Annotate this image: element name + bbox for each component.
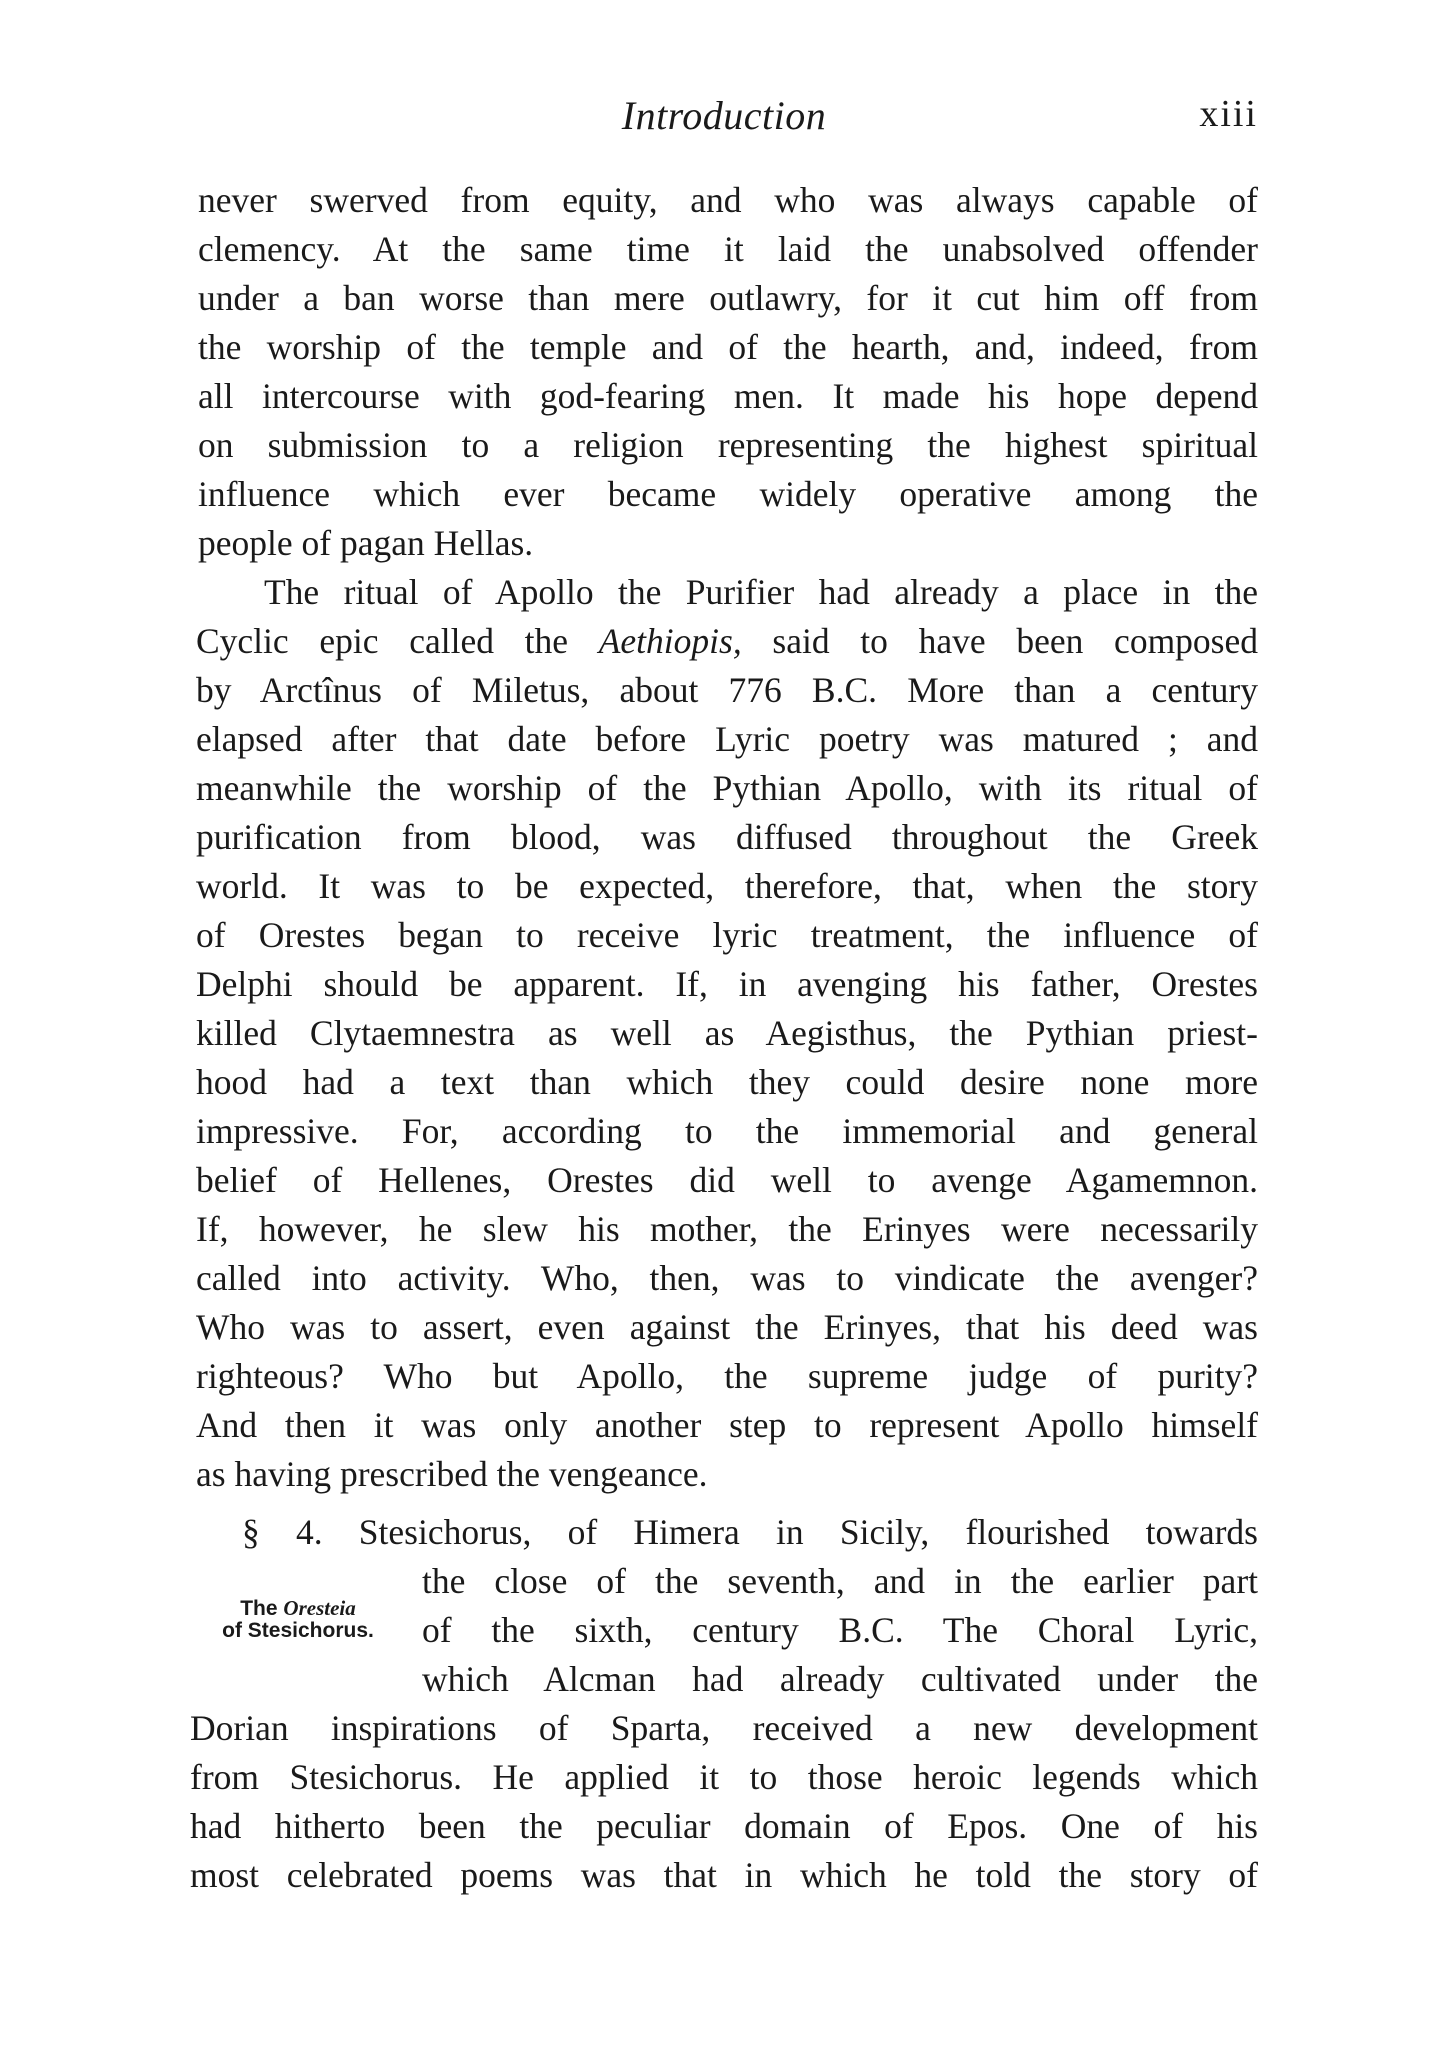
text-line: the close of the seventh, and in the earlier part: [422, 1561, 1258, 1601]
text-line: of the sixth, century B.C. The Choral Lyric,: [422, 1610, 1258, 1650]
margin-note-word: The: [240, 1597, 278, 1620]
italic-title-aethiopis: Aethiopis,: [598, 621, 742, 661]
text-line: impressive. For, according to the immemorial and general: [196, 1111, 1258, 1151]
paragraph-continuation: [198, 176, 1258, 568]
text-line: belief of Hellenes, Orestes did well to avenge Agamemnon.: [196, 1160, 1258, 1200]
text-line: influence which ever became widely operative among the: [198, 474, 1258, 514]
text-line: called into activity. Who, then, was to vindicate the avenger?: [196, 1258, 1258, 1298]
text-line: righteous? Who but Apollo, the supreme judge of purity?: [196, 1356, 1258, 1396]
text-line: by Arctînus of Miletus, about 776 B.C. More than a century: [196, 670, 1258, 710]
text-line: the worship of the temple and of the hearth, and, indeed, from: [198, 327, 1258, 367]
text-line: as having prescribed the vengeance.: [196, 1454, 708, 1494]
text-line: clemency. At the same time it laid the unabsolved offender: [198, 229, 1258, 269]
text-line: which Alcman had already cultivated under the: [422, 1659, 1258, 1699]
text-line: never swerved from equity, and who was always capable of: [198, 180, 1258, 220]
text-line: [196, 617, 1258, 666]
text-line: under a ban worse than mere outlawry, for it cut him off from: [198, 278, 1258, 318]
text-line: most celebrated poems was that in which he told the story of: [190, 1855, 1258, 1895]
text-line: people of pagan Hellas.: [198, 523, 534, 563]
text-line: world. It was to be expected, therefore, that, when the story: [196, 866, 1258, 906]
running-head-title: Introduction: [621, 93, 827, 138]
text-line: Delphi should be apparent. If, in avenging his father, Orestes: [196, 964, 1258, 1004]
text-line: If, however, he slew his mother, the Erinyes were necessarily: [196, 1209, 1258, 1249]
running-head: [190, 92, 1258, 152]
text-line: from Stesichorus. He applied it to those heroic legends which: [190, 1757, 1258, 1797]
text-line: Dorian inspirations of Sparta, received a new development: [190, 1708, 1258, 1748]
page-number: xiii: [1199, 93, 1258, 135]
text-run: Cyclic epic called the: [196, 621, 599, 661]
text-line: meanwhile the worship of the Pythian Apollo, with its ritual of: [196, 768, 1258, 808]
text-line: purification from blood, was diffused throughout the Greek: [196, 817, 1258, 857]
text-line: Who was to assert, even against the Erinyes, that his deed was: [196, 1307, 1258, 1347]
paragraph-section-4: [190, 1508, 1258, 1900]
text-line: hood had a text than which they could desire none more: [196, 1062, 1258, 1102]
text-line: had hitherto been the peculiar domain of Epos. One of his: [190, 1806, 1258, 1846]
text-line: killed Clytaemnestra as well as Aegisthus, the Pythian priest-: [196, 1013, 1258, 1053]
margin-note-word: of Stesichorus.: [222, 1619, 374, 1642]
margin-note-title: Oresteia: [283, 1596, 356, 1620]
text-line: on submission to a religion representing the highest spiritual: [198, 425, 1258, 465]
text-run: said to have been composed: [741, 621, 1258, 661]
text-line: And then it was only another step to represent Apollo himself: [196, 1405, 1258, 1445]
margin-note: [188, 1597, 408, 1642]
paragraph-ritual-of-apollo: [196, 568, 1258, 1499]
text-line: elapsed after that date before Lyric poetry was matured ; and: [196, 719, 1258, 759]
text-line: all intercourse with god-fearing men. It made his hope depend: [198, 376, 1258, 416]
text-line: of Orestes began to receive lyric treatment, the influence of: [196, 915, 1258, 955]
section-first-line: § 4. Stesichorus, of Himera in Sicily, flourished towards: [242, 1512, 1258, 1552]
text-line: The ritual of Apollo the Purifier had already a place in the: [264, 572, 1258, 612]
